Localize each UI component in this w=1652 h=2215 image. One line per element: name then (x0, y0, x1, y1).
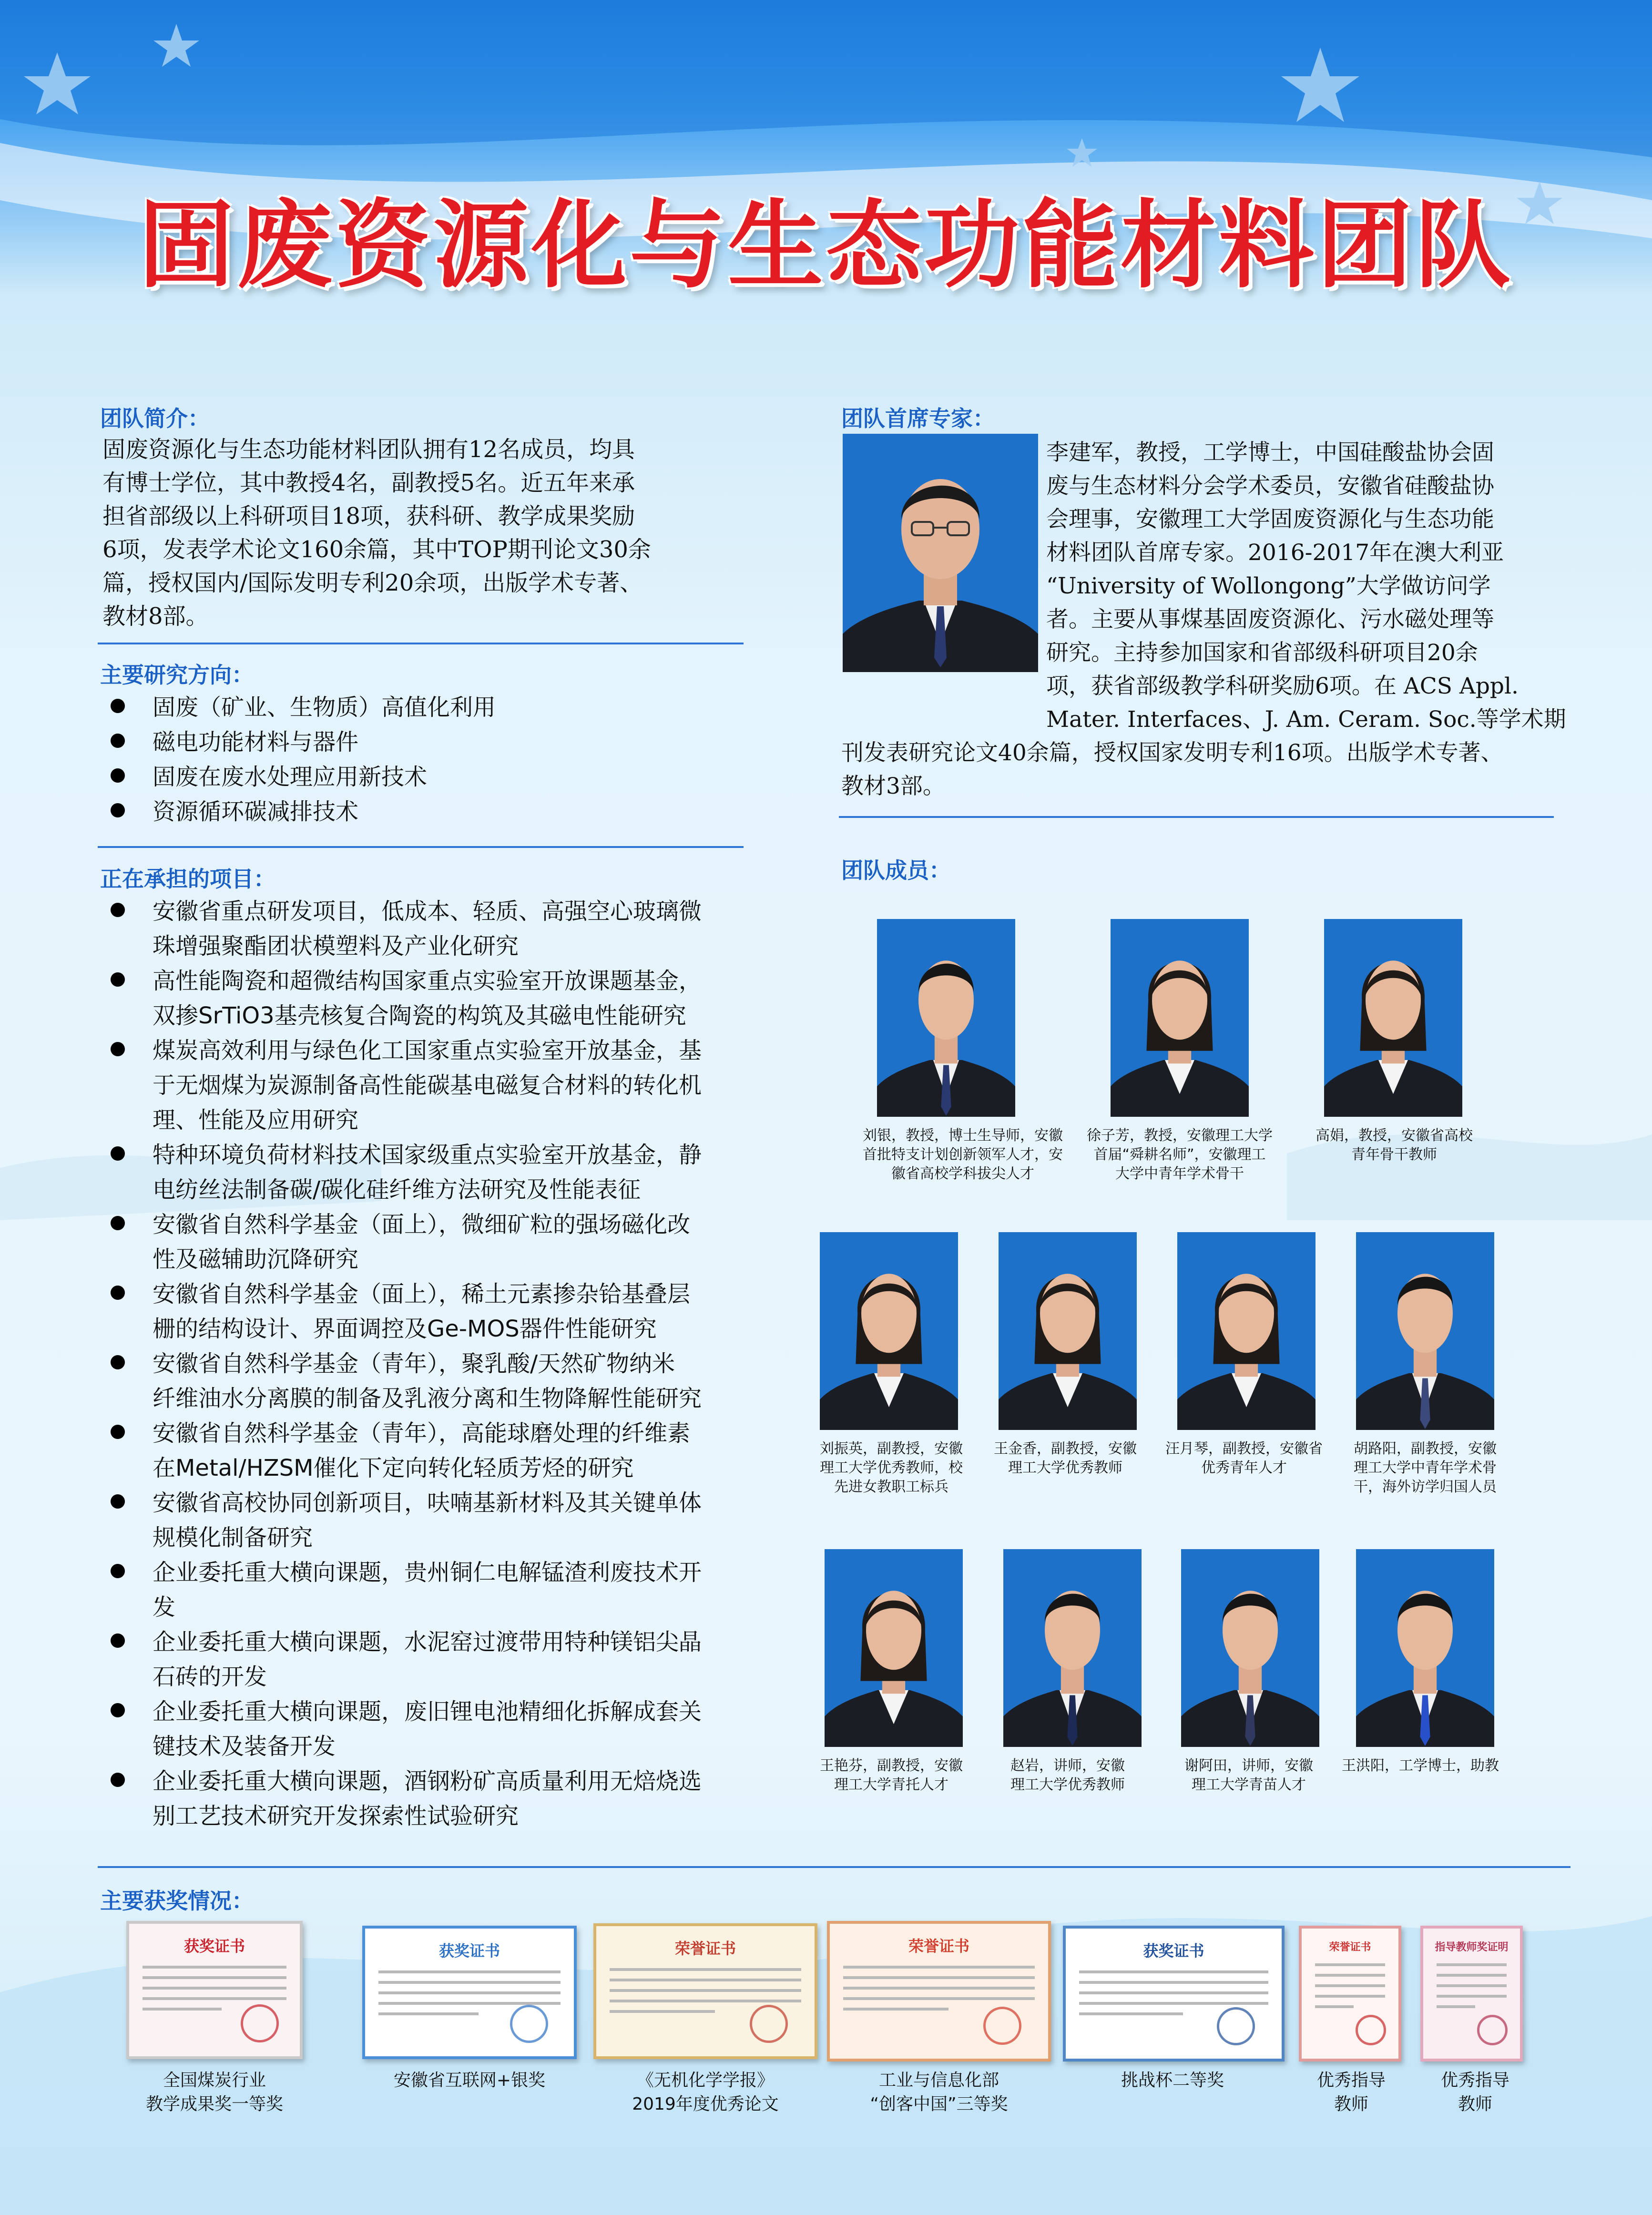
portrait-illustration (825, 1549, 963, 1747)
project-item (105, 1347, 772, 1416)
chief-bio-line: 研究。主持参加国家和省部级科研项目20余 (1046, 640, 1478, 666)
member-caption (836, 1126, 1089, 1184)
research-item: 固废（矿业、生物质）高值化利用 (105, 690, 744, 725)
bullet-icon (111, 1216, 125, 1230)
projects-heading: 正在承担的项目： (100, 866, 275, 892)
member-photo (825, 1549, 963, 1747)
member-caption-line: 首批特支计划创新领军人才，安 (863, 1146, 1063, 1163)
member-caption-line: 大学中青年学术骨干 (1115, 1165, 1244, 1182)
member-caption-line: 徽省高校学科拔尖人才 (891, 1165, 1034, 1182)
project-item (105, 964, 772, 1033)
section-divider (98, 846, 744, 848)
intro-line: 担省部级以上科研项目18项，获科研、教学成果奖励 (102, 503, 635, 530)
member-photo (1356, 1232, 1494, 1430)
member-caption-line: 徐子芳，教授，安徽理工大学 (1087, 1127, 1273, 1144)
member-caption (1163, 1439, 1325, 1478)
award-caption-line: 教学成果奖一等奖 (145, 2094, 283, 2114)
chief-bio-full (841, 736, 1585, 803)
project-line: 电纺丝法制备碳/碳化硅纤维方法研究及性能表征 (153, 1176, 641, 1203)
project-line: 纤维油水分离膜的制备及乳液分离和生物降解性能研究 (153, 1385, 702, 1412)
project-item (105, 1033, 772, 1138)
project-line: 企业委托重大横向课题，酒钢粉矿高质量利用无焙烧选 (153, 1768, 702, 1795)
certificate-text-lines (1437, 1963, 1507, 2008)
member-photo (1177, 1232, 1315, 1430)
portrait-illustration (1356, 1232, 1494, 1430)
chief-bio-line: 项，获省部级教学科研奖励6项。在 ACS Appl. (1046, 673, 1519, 699)
chief-heading: 团队首席专家： (841, 406, 995, 431)
bullet-icon (111, 1564, 125, 1578)
award-certificate (593, 1923, 817, 2059)
member-photo (1356, 1549, 1494, 1747)
portrait-illustration (1356, 1549, 1494, 1747)
project-line: 安徽省高校协同创新项目，呋喃基新材料及其关键单体 (153, 1490, 702, 1516)
award-caption-line: 工业与信息化部 (878, 2071, 999, 2090)
member-caption-line: 高娟，教授，安徽省高校 (1315, 1127, 1473, 1144)
award-caption-line: 优秀指导 (1316, 2071, 1386, 2090)
member-caption-line: 王艳芬，副教授，安徽 (820, 1757, 963, 1774)
member-caption-line: 赵岩，讲师，安徽 (1010, 1757, 1125, 1774)
award-caption (581, 2069, 829, 2116)
award-certificate (362, 1926, 577, 2059)
award-caption-line: 教师 (1334, 2094, 1368, 2114)
project-item (105, 1138, 772, 1207)
poster-title: 固废资源化与生态功能材料团队 (138, 190, 1513, 301)
projects-list (105, 894, 772, 1834)
chief-expert-photo (843, 434, 1038, 672)
bullet-icon (111, 768, 125, 783)
certificate-title: 荣誉证书 (908, 1937, 969, 1955)
bullet-icon (111, 903, 125, 917)
portrait-illustration (1177, 1232, 1315, 1430)
project-item (105, 1277, 772, 1347)
project-line: 企业委托重大横向课题，废旧锂电池精细化拆解成套关 (153, 1698, 702, 1725)
project-line: 安徽省自然科学基金（青年），高能球磨处理的纤维素 (153, 1420, 691, 1447)
seal-icon (983, 2007, 1021, 2045)
award-caption (1058, 2069, 1287, 2093)
member-caption-line: 谢阿田，讲师，安徽 (1184, 1757, 1313, 1774)
member-caption (987, 1439, 1144, 1478)
project-item (105, 1764, 772, 1834)
member-caption-line: 理工大学优秀教师 (1008, 1460, 1122, 1476)
project-line: 于无烟煤为炭源制备高性能碳基电磁复合材料的转化机 (153, 1072, 702, 1099)
project-item (105, 1486, 772, 1555)
project-line: 高性能陶瓷和超微结构国家重点实验室开放课题基金， (153, 968, 702, 994)
intro-line: 6项，发表学术论文160余篇，其中TOP期刊论文30余 (102, 536, 651, 563)
member-photo (999, 1232, 1137, 1430)
award-caption-line: 《无机化学学报》 (636, 2071, 774, 2090)
member-caption-line: 理工大学青苗人才 (1192, 1776, 1306, 1793)
seal-icon (1477, 2015, 1508, 2045)
bullet-icon (111, 1703, 125, 1717)
intro-heading: 团队简介： (100, 406, 210, 431)
research-heading: 主要研究方向： (100, 662, 254, 688)
award-caption (95, 2069, 334, 2116)
chief-bio-side (1046, 436, 1580, 736)
project-item (105, 894, 772, 964)
portrait-illustration (820, 1232, 958, 1430)
awards-heading: 主要获奖情况： (100, 1888, 254, 1914)
bullet-icon (111, 1425, 125, 1439)
intro-line: 有博士学位，其中教授4名，副教授5名。近五年来承 (102, 470, 635, 496)
member-caption-line: 理工大学优秀教师 (1010, 1776, 1125, 1793)
award-certificate (1063, 1926, 1285, 2062)
member-caption-line: 王金香，副教授，安徽 (994, 1440, 1137, 1457)
research-item: 磁电功能材料与器件 (105, 725, 744, 760)
award-caption-line: 全国煤炭行业 (163, 2071, 266, 2090)
member-caption (1344, 1439, 1506, 1497)
portrait-illustration (1324, 919, 1462, 1117)
member-caption-line: 王洪阳，工学博士，助教 (1342, 1757, 1499, 1774)
section-divider (839, 816, 1554, 818)
portrait-illustration (1181, 1549, 1319, 1747)
member-caption (1072, 1126, 1287, 1184)
certificate-title: 获奖证书 (438, 1942, 500, 1960)
chief-bio-line: 材料团队首席专家。2016-2017年在澳大利亚 (1046, 540, 1504, 566)
project-line: 安徽省自然科学基金（面上），微细矿粒的强场磁化改 (153, 1211, 691, 1238)
award-caption (820, 2069, 1058, 2116)
member-caption-line: 青年骨干教师 (1351, 1146, 1437, 1163)
project-line: 发 (153, 1594, 176, 1621)
chief-bio-line: 者。主要从事煤基固废资源化、污水磁处理等 (1046, 606, 1494, 633)
member-caption-line: 汪月琴，副教授，安徽省 (1165, 1440, 1323, 1457)
member-photo (1181, 1549, 1319, 1747)
seal-icon (1217, 2007, 1255, 2045)
member-photo (877, 919, 1015, 1117)
portrait-illustration (843, 434, 1038, 672)
certificate-title: 指导教师奖证明 (1435, 1941, 1509, 1953)
project-item (105, 1625, 772, 1694)
project-item (105, 1555, 772, 1625)
award-certificate (126, 1921, 303, 2059)
bullet-icon (111, 1773, 125, 1787)
members-heading: 团队成员： (841, 857, 951, 883)
project-line: 煤炭高效利用与绿色化工国家重点实验室开放基金，基 (153, 1037, 702, 1064)
project-line: 键技术及装备开发 (153, 1733, 336, 1760)
award-caption (1406, 2069, 1544, 2116)
member-caption-line: 优秀青年人才 (1201, 1460, 1287, 1476)
bullet-icon (111, 699, 125, 713)
section-divider (98, 1866, 1570, 1868)
project-line: 性及磁辅助沉降研究 (153, 1246, 359, 1273)
bullet-icon (111, 1286, 125, 1300)
member-photo (820, 1232, 958, 1430)
research-list (105, 690, 744, 829)
member-caption-line: 胡路阳，副教授，安徽 (1354, 1440, 1497, 1457)
portrait-illustration (1003, 1549, 1142, 1747)
project-line: 安徽省自然科学基金（青年），聚乳酸/天然矿物纳米 (153, 1350, 675, 1377)
member-caption (1170, 1756, 1327, 1795)
member-caption (1292, 1126, 1497, 1164)
project-line: 安徽省自然科学基金（面上），稀土元素掺杂铪基叠层 (153, 1281, 691, 1307)
member-caption-line: 首届“舜耕名师”，安徽理工 (1093, 1146, 1266, 1163)
award-certificate (1420, 1926, 1523, 2062)
project-line: 理、性能及应用研究 (153, 1107, 359, 1133)
seal-icon (1356, 2015, 1386, 2045)
member-caption (810, 1439, 972, 1497)
certificate-text-lines (143, 1966, 286, 2011)
project-line: 石砖的开发 (153, 1664, 267, 1690)
chief-bio-line: 刊发表研究论文40余篇，授权国家发明专利16项。出版学术专著、 (841, 740, 1503, 766)
certificate-title: 荣誉证书 (1329, 1941, 1371, 1953)
portrait-illustration (1111, 919, 1249, 1117)
portrait-illustration (877, 919, 1015, 1117)
project-item (105, 1207, 772, 1277)
member-photo (1324, 919, 1462, 1117)
award-certificate (827, 1921, 1051, 2062)
research-item: 固废在废水处理应用新技术 (105, 760, 744, 795)
project-line: 在Metal/HZSM催化下定向转化轻质芳烃的研究 (153, 1455, 634, 1481)
award-caption-line: 安徽省互联网+银奖 (393, 2071, 546, 2090)
member-photo (1111, 919, 1249, 1117)
chief-bio-line: Mater. Interfaces、J. Am. Ceram. Soc.等学术期 (1046, 706, 1566, 733)
bullet-icon (111, 734, 125, 748)
bullet-icon (111, 1494, 125, 1509)
project-line: 别工艺技术研究开发探索性试验研究 (153, 1803, 519, 1829)
seal-icon (241, 2004, 279, 2042)
chief-bio-line: 李建军，教授，工学博士，中国硅酸盐协会固 (1046, 439, 1494, 466)
award-caption-line: 优秀指导 (1440, 2071, 1509, 2090)
award-caption-line: 挑战杯二等奖 (1121, 2071, 1224, 2090)
project-line: 栅的结构设计、界面调控及Ge-MOS器件性能研究 (153, 1316, 657, 1342)
member-caption-line: 理工大学青托人才 (834, 1776, 948, 1793)
chief-bio-line: “University of Wollongong”大学做访问学 (1046, 573, 1491, 599)
chief-bio-line: 会理事，安徽理工大学固废资源化与生态功能 (1046, 506, 1494, 532)
intro-paragraph (102, 433, 760, 633)
member-caption-line: 先进女教职工标兵 (834, 1479, 948, 1495)
bullet-icon (111, 1042, 125, 1056)
project-item (105, 1694, 772, 1764)
project-line: 珠增强聚酯团状模塑料及产业化研究 (153, 933, 519, 959)
member-caption (813, 1756, 970, 1795)
bullet-icon (111, 803, 125, 817)
certificate-title: 获奖证书 (184, 1937, 245, 1955)
certificate-text-lines (1315, 1963, 1385, 2008)
portrait-illustration (999, 1232, 1137, 1430)
project-line: 双掺SrTiO3基壳核复合陶瓷的构筑及其磁电性能研究 (153, 1002, 686, 1029)
project-line: 企业委托重大横向课题，水泥窑过渡带用特种镁铝尖晶 (153, 1629, 702, 1655)
project-line: 规模化制备研究 (153, 1524, 313, 1551)
member-caption-line: 刘银，教授，博士生导师，安徽 (863, 1127, 1063, 1144)
award-caption (1282, 2069, 1420, 2116)
award-caption-line: “创客中国”三等奖 (870, 2094, 1008, 2114)
member-caption (991, 1756, 1144, 1795)
research-item: 资源循环碳减排技术 (105, 795, 744, 829)
award-caption-line: 教师 (1458, 2094, 1492, 2114)
member-caption-line: 理工大学中青年学术骨 (1354, 1460, 1497, 1476)
certificate-text-lines (843, 1966, 1035, 2011)
member-caption-line: 刘振英，副教授，安徽 (820, 1440, 963, 1457)
project-line: 特种环境负荷材料技术国家级重点实验室开放基金，静 (153, 1142, 702, 1168)
certificate-title: 获奖证书 (1143, 1942, 1204, 1960)
seal-icon (750, 2005, 788, 2043)
project-line: 安徽省重点研发项目，低成本、轻质、高强空心玻璃微 (153, 898, 702, 925)
project-item (105, 1416, 772, 1486)
bullet-icon (111, 1633, 125, 1648)
chief-bio-line: 教材3部。 (841, 773, 945, 799)
section-divider (98, 643, 744, 644)
intro-line: 教材8部。 (102, 603, 209, 630)
intro-line: 固废资源化与生态功能材料团队拥有12名成员，均具 (102, 436, 635, 463)
chief-bio-line: 废与生态材料分会学术委员，安徽省硅酸盐协 (1046, 473, 1494, 499)
certificate-title: 荣誉证书 (674, 1939, 736, 1958)
award-caption-line: 2019年度优秀论文 (632, 2094, 779, 2114)
bullet-icon (111, 972, 125, 987)
bullet-icon (111, 1355, 125, 1369)
award-certificate (1299, 1926, 1401, 2062)
member-caption (1342, 1756, 1499, 1776)
member-caption-line: 理工大学优秀教师，校 (820, 1460, 963, 1476)
bullet-icon (111, 1146, 125, 1161)
seal-icon (510, 2005, 548, 2043)
intro-line: 篇，授权国内/国际发明专利20余项，出版学术专著、 (102, 570, 643, 596)
project-line: 企业委托重大横向课题，贵州铜仁电解锰渣利废技术开 (153, 1559, 702, 1586)
member-photo (1003, 1549, 1142, 1747)
award-caption (362, 2069, 577, 2093)
member-caption-line: 干，海外访学归国人员 (1354, 1479, 1497, 1495)
